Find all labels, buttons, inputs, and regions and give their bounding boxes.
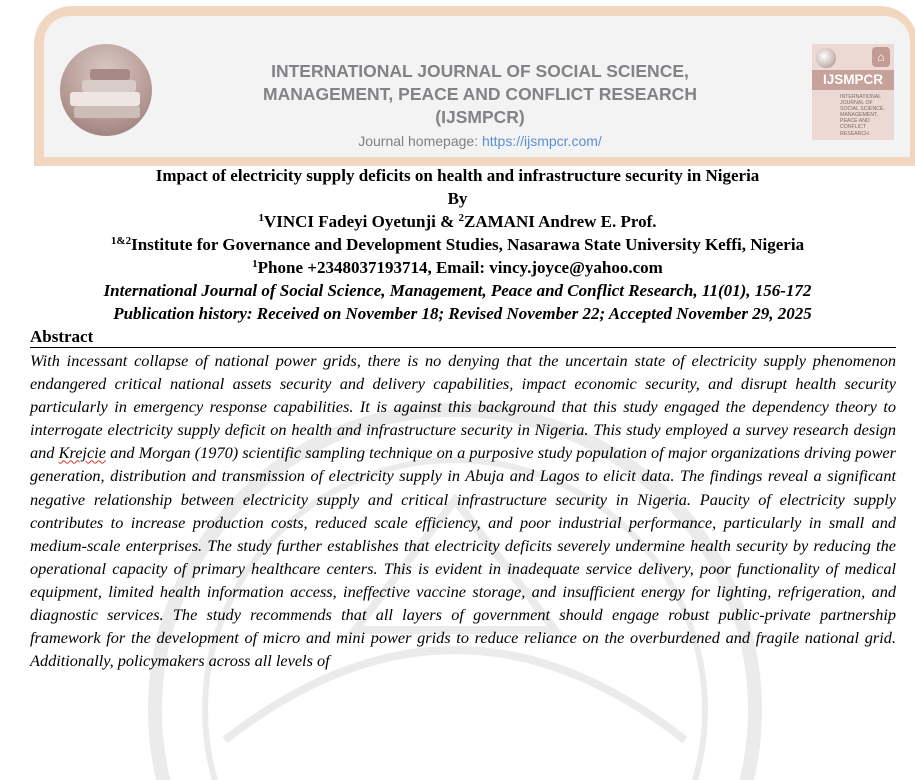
author1-mark: 1: [258, 212, 264, 224]
journal-homepage: [230, 133, 730, 149]
spellcheck-word: Krejcie: [58, 443, 106, 463]
abstract-heading: Abstract: [30, 327, 94, 346]
affiliation-mark: 1&2: [110, 235, 132, 247]
logo-acronym: IJSMPCR: [822, 72, 883, 87]
logo-subtitle-line: JOURNAL OF: [840, 100, 873, 107]
author2-mark: 2: [458, 212, 465, 224]
abstract-text-part1: With incessant collapse of national power grids, there is no denying that the uncertain state of electricity supply phenomenon endangered critical national assets security and delivery capabilities, impact economic security, and disrupt health security particularly in emergency response capabilities. It is against this background that this study engaged the dependency theory to interrogate electricity supply deficit on health and infrastructure security in Nigeria. This study employed a survey research design and: [30, 351, 896, 463]
abstract-divider: [30, 347, 896, 348]
by-line: By: [447, 189, 468, 208]
logo-subtitle-line: INTERNATIONAL: [840, 94, 882, 100]
contact-text: Phone +2348037193714, Email: vincy.joyce@yahoo.com: [257, 258, 663, 277]
affiliation-text: Institute for Governance and Development Studies, Nasarawa State University Keffi, Nigeria: [131, 235, 805, 254]
logo-subtitle-line: SOCIAL SCIENCE,: [840, 106, 885, 113]
journal-name-line-2: MANAGEMENT, PEACE AND CONFLICT RESEARCH: [263, 84, 697, 104]
journal-cover-image: [60, 44, 152, 136]
homepage-label: Journal homepage:: [358, 133, 482, 149]
contact: [0, 256, 915, 279]
logo-subtitle: [840, 94, 894, 137]
affiliation: [0, 233, 915, 256]
journal-logo: [812, 44, 894, 140]
homepage-link[interactable]: https://ijsmpcr.com/: [481, 133, 602, 149]
globe-icon: [816, 48, 836, 68]
contact-mark: 1: [252, 258, 258, 270]
logo-subtitle-line: RESEARCH: [840, 130, 869, 137]
journal-name-line-1: INTERNATIONAL JOURNAL OF SOCIAL SCIENCE,: [271, 61, 689, 81]
author2: ZAMANI Andrew E. Prof.: [464, 212, 657, 231]
publication-history: Publication history: Received on November 18; Revised November 22; Accepted November 29, 2025: [113, 304, 812, 323]
journal-name: [230, 60, 730, 129]
paper-header: [0, 164, 915, 325]
citation: International Journal of Social Science, Management, Peace and Conflict Research, 11(01), 156-172: [103, 281, 812, 300]
authors: [0, 210, 915, 233]
author1: VINCI Fadeyi Oyetunji &: [263, 212, 459, 231]
abstract-text-part2: and Morgan (1970) scientific sampling technique on a purposive study population of major organizations driving power generation, distribution and transmission of electricity supply in Abuja and Lagos to elicit data. The findings reveal a significant negative relationship between electricity supply and critical infrastructure security in Nigeria. Paucity of electricity supply contributes to increase production costs, reduced scale efficiency, and poor industrial performance, particularly in small and medium-scale enterprises. The study further establishes that electricity deficits severely undermine health security by reducing the operational capacity of primary healthcare centers. This is evident in inadequate service delivery, poor functionality of medical equipment, limited health information access, ineffective vaccine storage, and insufficient energy for lighting, refrigeration, and diagnostic services. The study recommends that all layers of government should engage robust public-private partnership framework for the development of micro and mini power grids to reduce reliance on the overburdened and fragile national grid. Additionally, policymakers across all levels of: [30, 443, 896, 671]
abstract-text: [30, 349, 896, 672]
logo-subtitle-line: PEACE AND CONFLICT: [840, 118, 870, 131]
emblem-icon: ⌂: [872, 47, 890, 67]
journal-name-line-3: (IJSMPCR): [435, 107, 525, 127]
paper-title: Impact of electricity supply deficits on health and infrastructure security in Nigeria: [155, 166, 760, 185]
logo-subtitle-line: MANAGEMENT,: [840, 112, 879, 119]
